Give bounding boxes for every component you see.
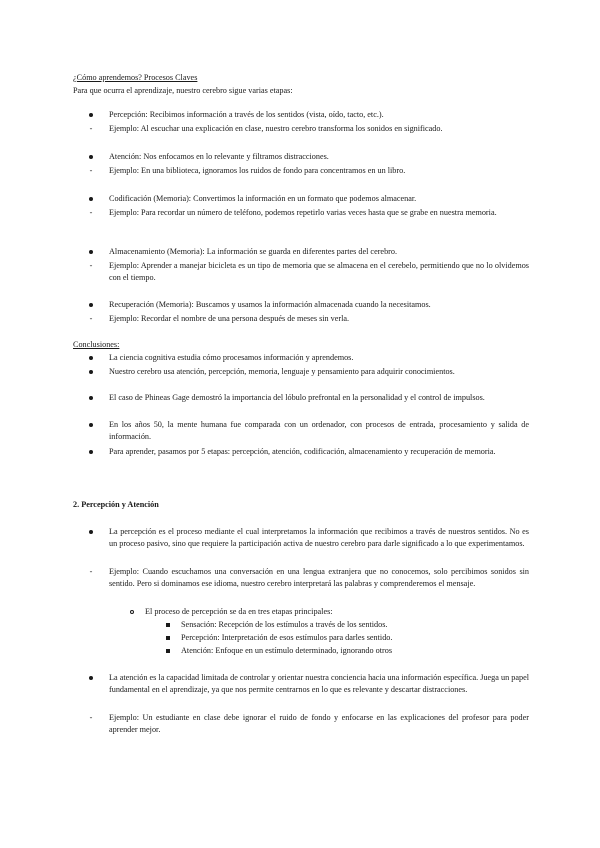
dash-icon: - (89, 713, 93, 722)
stage-text: Almacenamiento (Memoria): La información se guarda en diferentes partes del cerebro. (109, 247, 398, 256)
conclusion-item: En los años 50, la mente humana fue comparada con un ordenador, con procesos de entrada, procesamiento y salida de información. (109, 420, 529, 442)
perception-example: Ejemplo: Cuando escuchamos una conversación en una lengua extranjera que no conocemos, solo percibimos sonidos sin sentido. Pero si dominamos ese idioma, nuestro cerebro interpretará las palabras y comprenderemos el mensaje. (109, 567, 529, 589)
dash-icon: - (89, 567, 93, 576)
section2-title: 2. Percepción y Atención (73, 500, 159, 509)
bullet-icon (85, 392, 97, 404)
bullet-icon (85, 526, 97, 538)
conclusion-item: El caso de Phineas Gage demostró la importancia del lóbulo prefrontal en la personalidad y el control de impulsos. (109, 393, 485, 402)
circle-bullet-icon (126, 606, 138, 618)
bullet-icon (85, 366, 97, 378)
bullet-icon (85, 419, 97, 431)
section-title: ¿Cómo aprendemos? Procesos Claves (73, 73, 198, 82)
stage-example: Ejemplo: Al escuchar una explicación en clase, nuestro cerebro transforma los sonidos en significado. (109, 124, 443, 133)
stage-text: Percepción: Recibimos información a través de los sentidos (vista, oído, tacto, etc.). (109, 110, 384, 119)
bullet-icon (85, 672, 97, 684)
bullet-icon (85, 109, 97, 121)
perception-stage: Sensación: Recepción de los estímulos a través de los sentidos. (181, 620, 388, 629)
dash-icon: - (89, 208, 93, 217)
conclusion-item: Nuestro cerebro usa atención, percepción, memoria, lenguaje y pensamiento para adquirir conocimientos. (109, 367, 455, 376)
perception-stage: Atención: Enfoque en un estímulo determinado, ignorando otros (181, 646, 393, 655)
attention-definition: La atención es la capacidad limitada de controlar y orientar nuestra conciencia hacia una información específica. Juega un papel fundamental en el aprendizaje, ya que nos permite centrarnos en lo que es relevante y descartar distracciones. (109, 673, 529, 695)
stage-example: Ejemplo: Aprender a manejar bicicleta es un tipo de memoria que se almacena en el cerebelo, permitiendo que no lo olvidemos con el tiempo. (109, 261, 529, 283)
bullet-icon (85, 246, 97, 258)
bullet-icon (85, 193, 97, 205)
bullet-icon (85, 352, 97, 364)
square-bullet-icon (162, 645, 174, 657)
attention-example: Ejemplo: Un estudiante en clase debe ignorar el ruido de fondo y enfocarse en las explicaciones del profesor para poder aprender mejor. (109, 713, 529, 735)
dash-icon: - (89, 314, 93, 323)
perception-stage: Percepción: Interpretación de esos estímulos para darles sentido. (181, 633, 393, 642)
bullet-icon (85, 446, 97, 458)
stage-example: Ejemplo: Para recordar un número de teléfono, podemos repetirlo varias veces hasta que se grabe en nuestra memoria. (109, 208, 497, 217)
stage-example: Ejemplo: Recordar el nombre de una persona después de meses sin verla. (109, 314, 350, 323)
dash-icon: - (89, 124, 93, 133)
stages-intro: El proceso de percepción se da en tres etapas principales: (145, 607, 333, 616)
conclusion-item: Para aprender, pasamos por 5 etapas: percepción, atención, codificación, almacenamiento y recuperación de memoria. (109, 447, 496, 456)
conclusions-title: Conclusiones: (73, 340, 120, 349)
intro-text: Para que ocurra el aprendizaje, nuestro cerebro sigue varias etapas: (73, 86, 293, 95)
bullet-icon (85, 151, 97, 163)
square-bullet-icon (162, 632, 174, 644)
conclusion-item: La ciencia cognitiva estudia cómo procesamos información y aprendemos. (109, 353, 354, 362)
stage-text: Codificación (Memoria): Convertimos la información en un formato que podemos almacenar. (109, 194, 417, 203)
stage-example: Ejemplo: En una biblioteca, ignoramos los ruidos de fondo para concentramos en un libro. (109, 166, 406, 175)
bullet-icon (85, 299, 97, 311)
dash-icon: - (89, 166, 93, 175)
square-bullet-icon (162, 619, 174, 631)
dash-icon: - (89, 261, 93, 270)
perception-definition: La percepción es el proceso mediante el cual interpretamos la información que recibimos a través de nuestros sentidos. No es un proceso pasivo, sino que requiere la participación activa de nuestro cerebro para darle significado a lo que experimentamos. (109, 527, 529, 549)
stage-text: Recuperación (Memoria): Buscamos y usamos la información almacenada cuando la necesitamos. (109, 300, 431, 309)
stage-text: Atención: Nos enfocamos en lo relevante y filtramos distracciones. (109, 152, 329, 161)
